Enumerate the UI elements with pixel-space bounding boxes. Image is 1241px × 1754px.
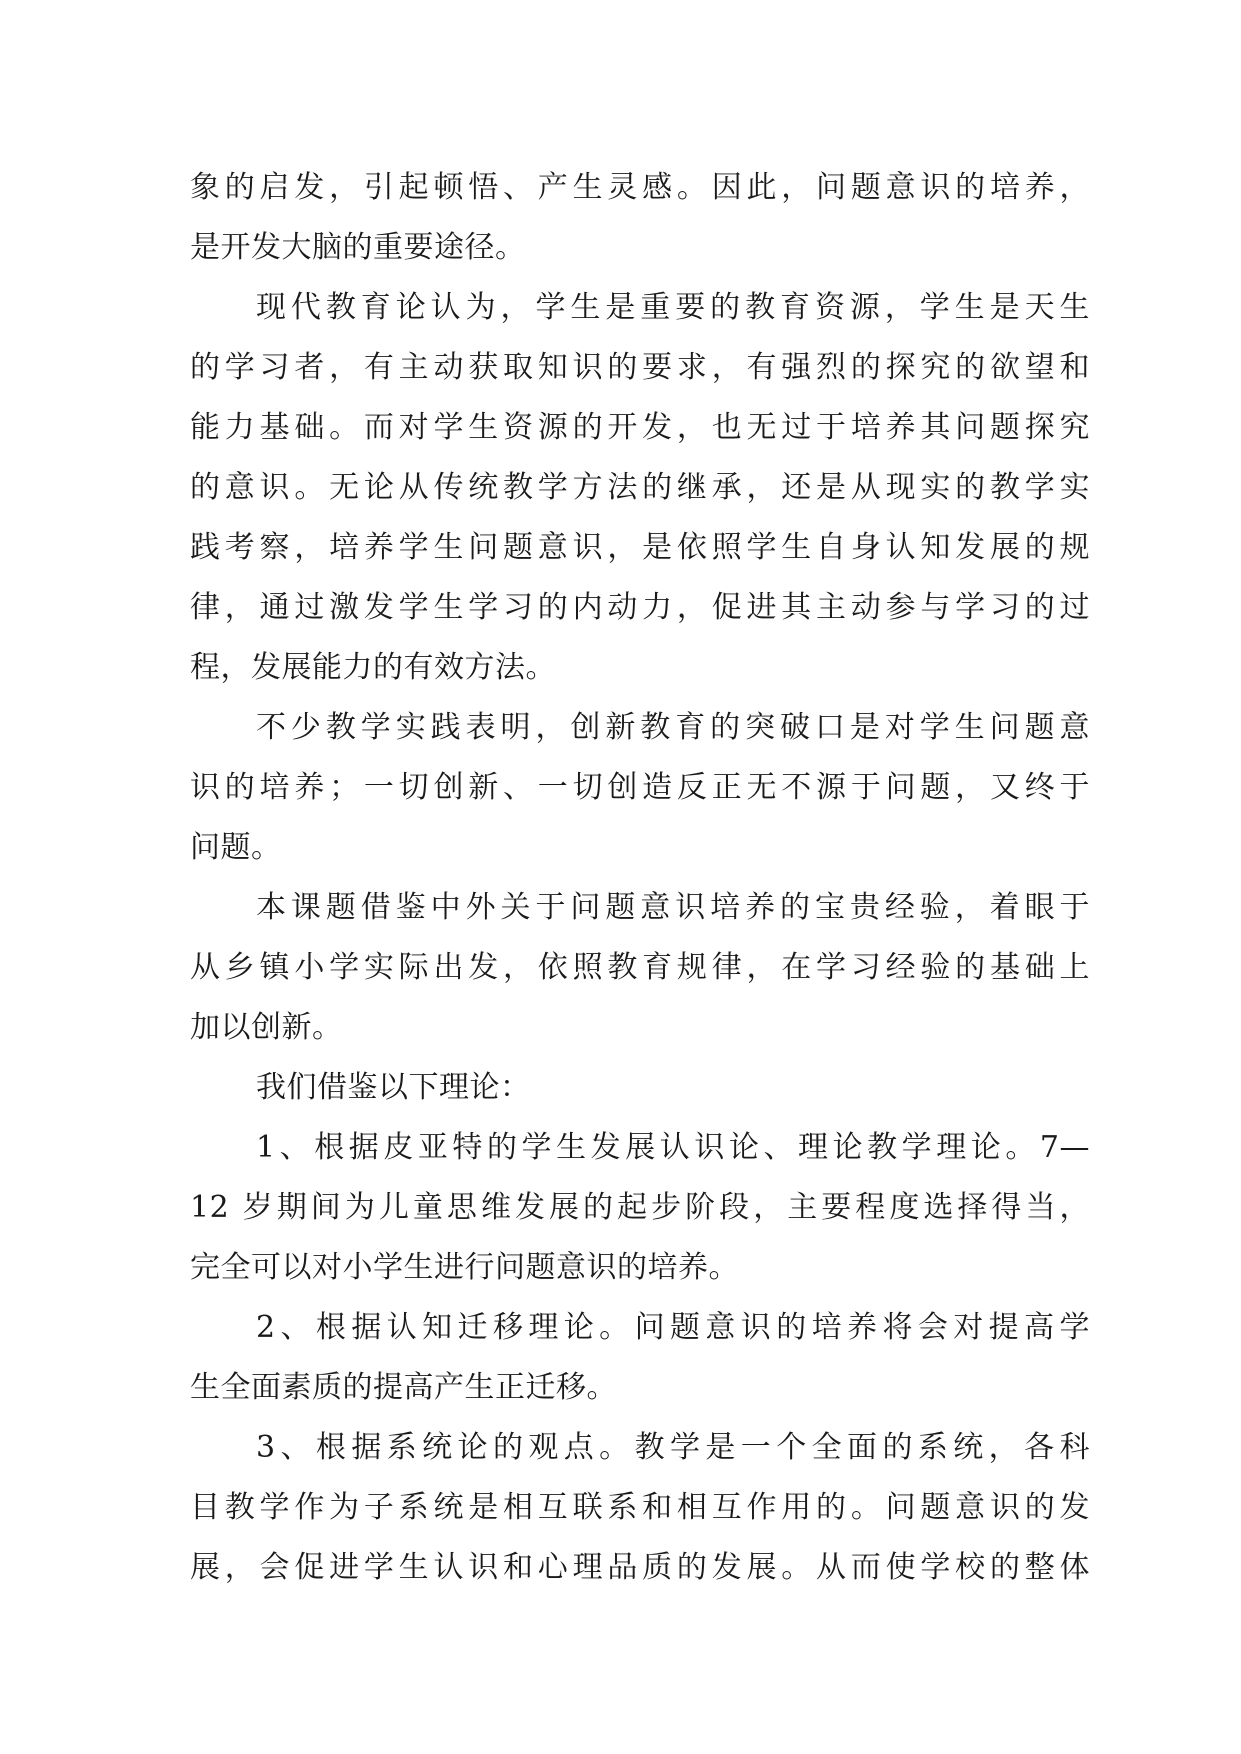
- text-line: 加以创新。: [190, 1010, 343, 1045]
- text-line: 展，会促进学生认识和心理品质的发展。从而使学校的整体: [190, 1550, 1090, 1585]
- text-line: 象的启发，引起顿悟、产生灵感。因此，问题意识的培养，: [190, 170, 1090, 205]
- text-line: 本课题借鉴中外关于问题意识培养的宝贵经验，着眼于: [256, 890, 1090, 925]
- text-line: 现代教育论认为，学生是重要的教育资源，学生是天生: [256, 290, 1090, 325]
- text-line: 是开发大脑的重要途径。: [190, 230, 526, 265]
- text-line: 程，发展能力的有效方法。: [190, 650, 556, 685]
- text-line: 的意识。无论从传统教学方法的继承，还是从现实的教学实: [190, 470, 1090, 505]
- text-line: 我们借鉴以下理论：: [256, 1070, 531, 1105]
- text-line: 律，通过激发学生学习的内动力，促进其主动参与学习的过: [190, 590, 1090, 625]
- text-line: 3、根据系统论的观点。教学是一个全面的系统，各科: [256, 1430, 1090, 1465]
- text-line: 问题。: [190, 830, 282, 865]
- text-line: 能力基础。而对学生资源的开发，也无过于培养其问题探究: [190, 410, 1090, 445]
- text-line: 12 岁期间为儿童思维发展的起步阶段，主要程度选择得当，: [190, 1190, 1090, 1225]
- text-line: 从乡镇小学实际出发，依照教育规律，在学习经验的基础上: [190, 950, 1090, 985]
- text-line: 识的培养；一切创新、一切创造反正无不源于问题，又终于: [190, 770, 1090, 805]
- text-line: 生全面素质的提高产生正迁移。: [190, 1370, 617, 1405]
- text-line: 1、根据皮亚特的学生发展认识论、理论教学理论。7—: [256, 1130, 1090, 1165]
- text-line: 2、根据认知迁移理论。问题意识的培养将会对提高学: [256, 1310, 1090, 1345]
- text-line: 的学习者，有主动获取知识的要求，有强烈的探究的欲望和: [190, 350, 1090, 385]
- body-text: [190, 158, 1090, 1598]
- text-line: 目教学作为子系统是相互联系和相互作用的。问题意识的发: [190, 1490, 1090, 1525]
- text-line: 不少教学实践表明，创新教育的突破口是对学生问题意: [256, 710, 1090, 745]
- text-line: 践考察，培养学生问题意识，是依照学生自身认知发展的规: [190, 530, 1090, 565]
- text-line: 完全可以对小学生进行问题意识的培养。: [190, 1250, 739, 1285]
